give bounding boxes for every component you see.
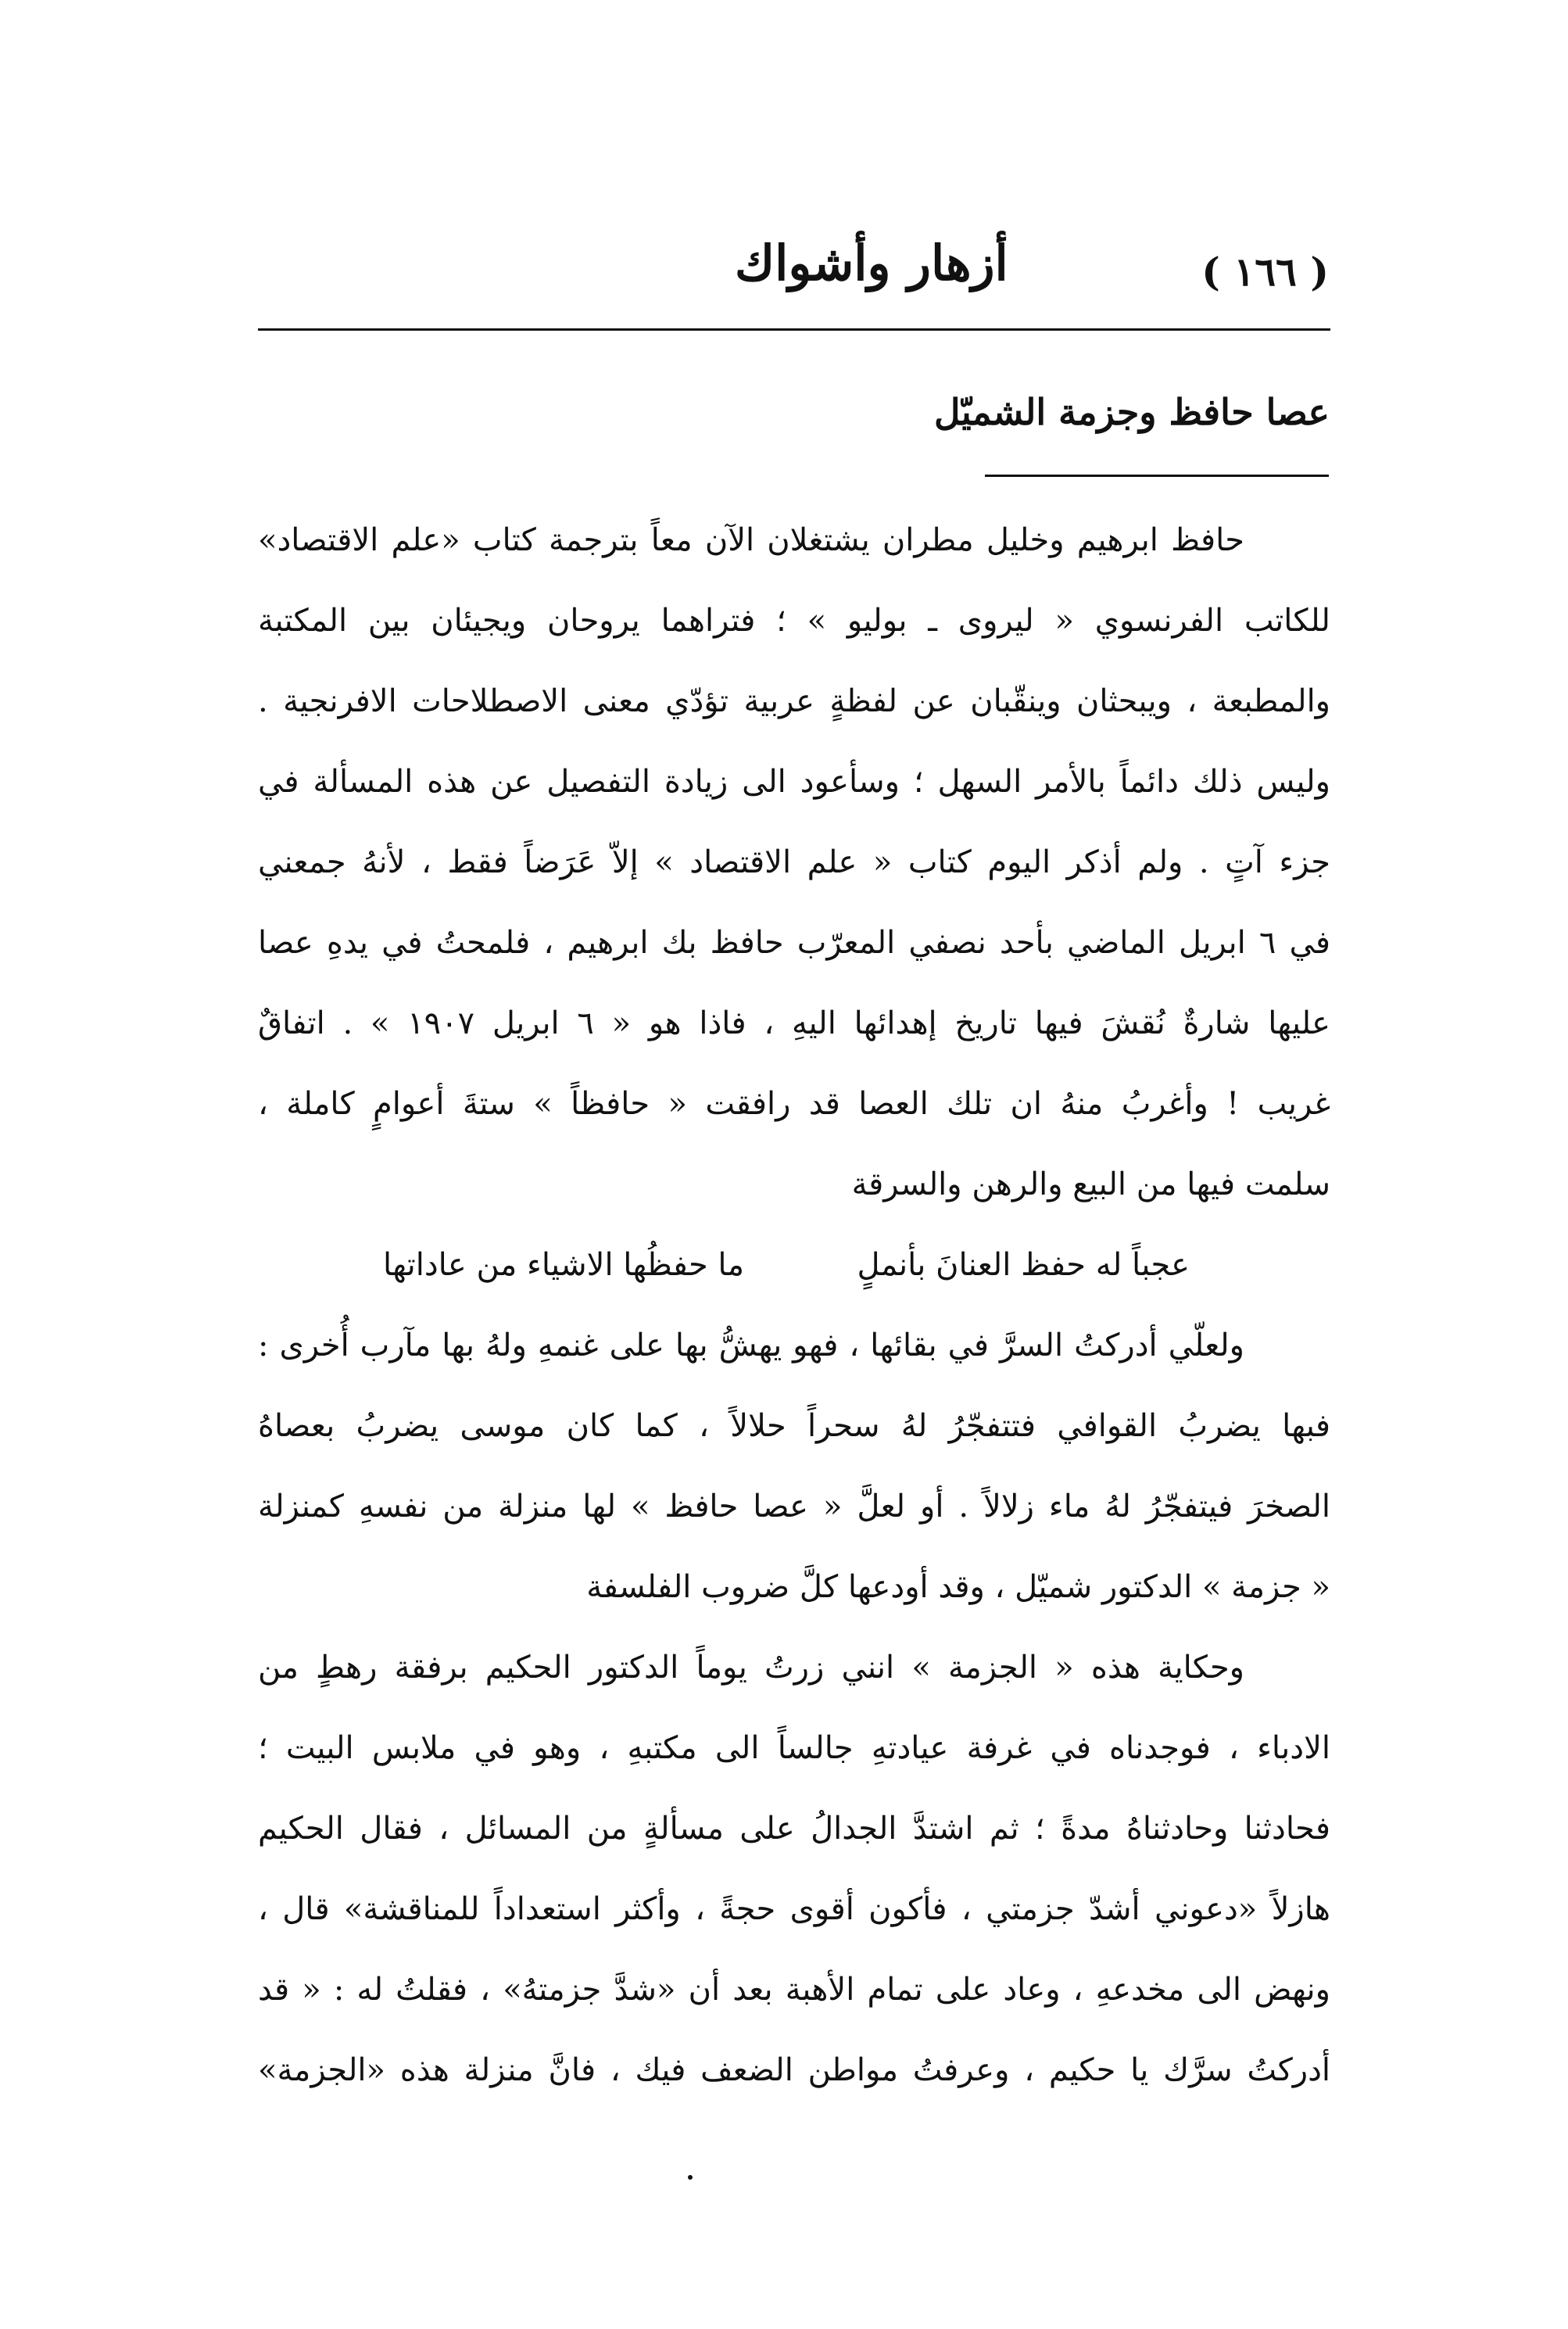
text-line: ونهض الى مخدعهِ ، وعاد على تمام الأهبة بعد أن «شدَّ جزمتهُ» ، فقلتُ له : « قد [258,1972,1330,2008]
text-line: أدركتُ سرَّك يا حكيم ، وعرفتُ مواطن الضعف فيك ، فانَّ منزلة هذه «الجزمة» [258,2052,1330,2088]
text-line: في ٦ ابريل الماضي بأحد نصفي المعرّب حافظ بك ابرهيم ، فلمحتُ في يدهِ عصا [258,925,1330,961]
text-line: وحكاية هذه « الجزمة » انني زرتُ يوماً الدكتور الحكيم برفقة رهطٍ من [258,1650,1244,1686]
running-header [258,235,1329,321]
text-line: هازلاً «دعوني أشدّ جزمتي ، فأكون أقوى حجةً ، وأكثر استعداداً للمناقشة» قال ، [258,1891,1330,1927]
poetry-verse [258,1225,1330,1306]
text-line: عليها شارةٌ نُقشَ فيها تاريخ إهدائها اليهِ ، فاذا هو « ٦ ابريل ١٩٠٧ » . اتفاقٌ [258,1005,1330,1041]
text-line: سلمت فيها من البيع والرهن والسرقة [851,1166,1330,1202]
body-text [258,500,1330,2111]
header-divider [258,328,1330,331]
verse-first-hemistich: عجباً له حفظ العنانَ بأنملٍ [857,1247,1190,1283]
text-line: والمطبعة ، ويبحثان وينقّبان عن لفظةٍ عربية تؤدّي معنى الاصطلاحات الافرنجية . [258,683,1330,719]
text-line: غريب ! وأغربُ منهُ ان تلك العصا قد رافقت « حافظاً » ستةَ أعوامٍ كاملة ، [258,1086,1330,1122]
verse-second-hemistich: ما حفظُها الاشياء من عاداتها [383,1247,744,1283]
section-title: عصا حافظ وجزمة الشميّل [934,391,1330,433]
text-line: ولعلّي أدركتُ السرَّ في بقائها ، فهو يهشُّ بها على غنمهِ ولهُ بها مآرب أُخرى : [258,1328,1244,1363]
page-number: ( ١٦٦ ) [1201,249,1329,295]
text-line: الصخرَ فيتفجّرُ لهُ ماء زلالاً . أو لعلَّ « عصا حافظ » لها منزلة من نفسهِ كمنزلة [258,1489,1330,1525]
text-line: الادباء ، فوجدناه في غرفة عيادتهِ جالساً الى مكتبهِ ، وهو في ملابس البيت ؛ [258,1730,1330,1766]
book-title: أزهار وأشواك [735,235,1008,292]
text-line: للكاتب الفرنسوي « ليروى ـ بوليو » ؛ فتراهما يروحان ويجيئان بين المكتبة [258,603,1330,639]
text-line: « جزمة » الدكتور شميّل ، وقد أودعها كلَّ ضروب الفلسفة [586,1569,1330,1605]
text-line: وليس ذلك دائماً بالأمر السهل ؛ وسأعود الى زيادة التفصيل عن هذه المسألة في [258,764,1330,800]
text-line: جزء آتٍ . ولم أذكر اليوم كتاب « علم الاقتصاد » إلاّ عَرَضاً فقط ، لأنهُ جمعني [258,844,1330,880]
section-title-underline [985,475,1329,477]
text-line: حافظ ابرهيم وخليل مطران يشتغلان الآن معاً بترجمة كتاب «علم الاقتصاد» [258,522,1245,558]
text-line: فبها يضربُ القوافي فتتفجّرُ لهُ سحراً حلالاً ، كما كان موسى يضربُ بعصاهُ [258,1408,1330,1444]
footer-mark [688,2175,693,2180]
text-line: فحادثنا وحادثناهُ مدةً ؛ ثم اشتدَّ الجدالُ على مسألةٍ من المسائل ، فقال الحكيم [258,1811,1330,1847]
